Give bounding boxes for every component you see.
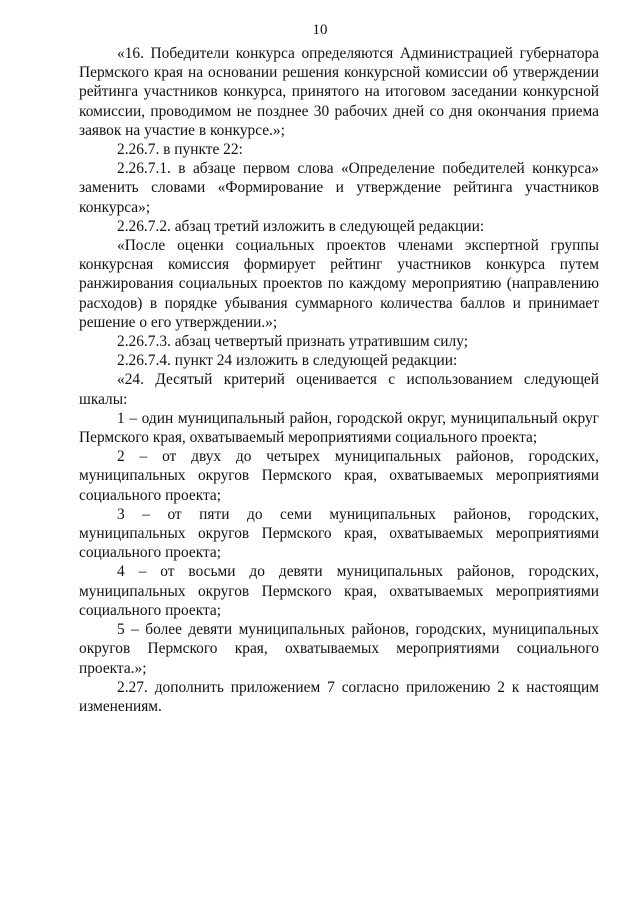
paragraph-2-26-7-4: 2.26.7.4. пункт 24 изложить в следующей редакции:: [117, 352, 458, 370]
scale-item-5: 5 – более девяти муниципальных районов, городских, муниципальных округов Пермского края, охватываемых мероприятиями социального проекта.»;: [79, 621, 599, 677]
paragraph-2-26-7: 2.26.7. в пункте 22:: [117, 141, 243, 159]
paragraph-2-27: 2.27. дополнить приложением 7 согласно приложению 2 к настоящим изменениям.: [79, 678, 599, 715]
paragraph-2-26-7-1: 2.26.7.1. в абзаце первом слова «Определение победителей конкурса» заменить словами «Формирование и утверждение рейтинга участников конкурса»;: [79, 160, 599, 216]
paragraph-2-26-7-2: 2.26.7.2. абзац третий изложить в следующей редакции:: [117, 217, 485, 235]
paragraph-quote-rating: «После оценки социальных проектов членами экспертной группы конкурсная комиссия формирует рейтинг участников конкурса путем ранжирования социальных проектов по каждому мероприятию (направлению расходов) в порядке убывания суммарного количества баллов и принимает решение о его утверждении.»;: [79, 237, 599, 331]
scale-item-3: 3 – от пяти до семи муниципальных районов, городских, муниципальных округов Пермского края, охватываемых мероприятиями социального проекта;: [79, 505, 599, 562]
paragraph-clause-24: «24. Десятый критерий оценивается с использованием следующей шкалы:: [79, 371, 599, 408]
scale-item-2: 2 – от двух до четырех муниципальных районов, городских, муниципальных округов Пермского края, охватываемых мероприятиями социального проекта;: [79, 448, 599, 504]
scale-item-4: 4 – от восьми до девяти муниципальных районов, городских, муниципальных округов Пермского края, охватываемых мероприятиями социального проекта;: [79, 563, 599, 619]
paragraph-clause-16: «16. Победители конкурса определяются Администрацией губернатора Пермского края на основании решения конкурсной комиссии об утверждении рейтинга участников конкурса, принятого на итоговом заседании конкурсной комиссии, проводимом не позднее 30 рабочих дней со дня окончания приема заявок на участие в конкурсе.»;: [79, 45, 599, 139]
document-body: [79, 44, 599, 716]
scale-item-1: 1 – один муниципальный район, городской округ, муниципальный округ Пермского края, охватываемый мероприятиями социального проекта;: [79, 409, 599, 447]
paragraph-2-26-7-3: 2.26.7.3. абзац четвертый признать утратившим силу;: [117, 333, 468, 351]
page-number: 10: [312, 22, 328, 38]
